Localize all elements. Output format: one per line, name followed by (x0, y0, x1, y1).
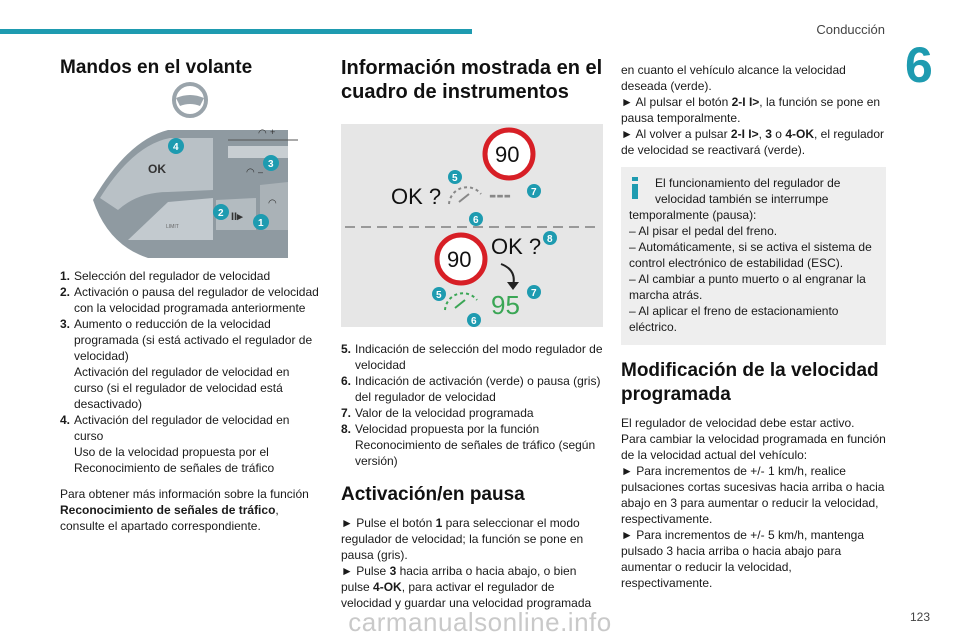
badge-6-top-label: 6 (473, 215, 479, 226)
section-label: Conducción (816, 22, 885, 37)
section-title-steering-controls: Mandos en el volante (60, 57, 253, 78)
limit-label: LIMIT (166, 224, 179, 230)
minus-sign: – (258, 167, 264, 177)
plus-sign: + (270, 127, 276, 137)
speed-sign-top-value: 90 (495, 142, 520, 167)
watermark: carmanualsonline.info (348, 607, 612, 637)
ok-label: OK (148, 162, 166, 176)
info-line: – Al pisar el pedal del freno. (629, 224, 778, 238)
speedometer-minus-icon: ◠ (246, 167, 255, 178)
badge-7-top-label: 7 (531, 187, 537, 198)
steering-wheel-icon (174, 84, 206, 116)
modify-paragraph-2: Para cambiar la velocidad programada en función de la velocidad actual del vehículo: (621, 432, 886, 462)
badge-2-label: 2 (218, 208, 224, 219)
ok-prompt-top: OK ? (391, 184, 442, 209)
list-item: 6. Indicación de activación (verde) o pausa (gris) del regulador de velocidad (341, 374, 601, 404)
section-title-instrument-cluster: Información mostrada en el cuadro de instrumentos (341, 57, 603, 103)
column-activation-continued (621, 62, 886, 591)
instrument-cluster-figure (341, 124, 603, 327)
list-item: 4. Activación del regulador de velocidad en curso (60, 413, 290, 443)
badge-5-top-label: 5 (452, 173, 458, 184)
badge-8-label: 8 (547, 234, 553, 245)
modify-paragraph-1: El regulador de velocidad debe estar activo. (621, 416, 855, 430)
section-title-modify-speed: Modificación de la velocidad programada (621, 360, 879, 405)
activation-paragraph-1: ► Pulse el botón 1 para seleccionar el modo regulador de velocidad; la función se pone en pausa (gris). (341, 516, 584, 562)
modify-paragraph-3: ► Para incrementos de +/- 1 km/h, realice pulsaciones cortas sucesivas hacia arriba o hacia abajo en 3 para aumentar o reducir la velocidad, respectivamente. (621, 464, 885, 526)
pause-paragraph: ► Al pulsar el botón 2-I I>, la función se pone en pausa temporalmente. (621, 95, 881, 125)
badge-7-bottom-label: 7 (531, 288, 537, 299)
list-item: 7. Valor de la velocidad programada (341, 406, 534, 420)
list-item: Activación del regulador de velocidad en curso (si el regulador de velocidad está desactivado) (74, 365, 290, 411)
pause-resume-icon: II▸ (231, 211, 243, 223)
continued-paragraph: en cuanto el vehículo alcance la velocidad deseada (verde). (621, 63, 846, 93)
info-box (621, 167, 886, 345)
info-line: – Al aplicar el freno de estacionamiento eléctrico. (629, 304, 839, 334)
info-first-line: El funcionamiento del regulador de velocidad también se interrumpe (655, 176, 841, 206)
info-line: – Al cambiar a punto muerto o al engranar la marcha atrás. (629, 272, 866, 302)
column-instrument-cluster (341, 56, 603, 611)
column-steering-controls (60, 56, 322, 534)
speed-up-down-button-shape (228, 146, 288, 158)
section-title-activation: Activación/en pausa (341, 484, 525, 505)
badge-3-label: 3 (268, 159, 274, 170)
badge-1-label: 1 (258, 218, 264, 229)
steering-controls-illustration (88, 80, 318, 258)
more-info-paragraph: Para obtener más información sobre la función Reconocimiento de señales de tráfico, consulte el apartado correspondiente. (60, 487, 309, 533)
header-accent-bar (0, 29, 472, 34)
steering-controls-figure (88, 80, 318, 258)
list-item: 8. Velocidad propuesta por la función Reconocimiento de señales de tráfico (según versión) (341, 422, 596, 468)
list-item: 5. Indicación de selección del modo regulador de velocidad (341, 342, 603, 372)
list-item: 3. Aumento o reducción de la velocidad programada (si está activado el regulador de velocidad) (60, 317, 313, 363)
cruise-select-icon: ◠ (268, 198, 277, 209)
info-icon (629, 177, 641, 199)
list-item: 1. Selección del regulador de velocidad (60, 269, 271, 283)
instrument-cluster-illustration (341, 124, 603, 327)
badge-5-bottom-label: 5 (436, 290, 442, 301)
set-speed-dashes: --- (489, 182, 511, 207)
ok-prompt-bottom: OK ? (491, 234, 542, 259)
set-speed-value: 95 (491, 290, 520, 320)
steering-controls-list (60, 268, 322, 476)
chapter-number: 6 (905, 37, 933, 93)
page-number: 123 (909, 610, 930, 624)
badge-4-label: 4 (173, 142, 179, 153)
modify-paragraph-4: ► Para incrementos de +/- 5 km/h, mantenga pulsado 3 hacia arriba o hacia abajo para aumentar o reducir la velocidad, respectivamente. (621, 528, 864, 590)
badge-6-bottom-label: 6 (471, 316, 477, 327)
speedometer-plus-icon: ◠ (258, 128, 267, 139)
list-item: 2. Activación o pausa del regulador de velocidad con la velocidad programada anteriormente (60, 285, 319, 315)
list-item: Uso de la velocidad propuesta por el Reconocimiento de señales de tráfico (74, 445, 275, 475)
info-line: – Automáticamente, si se activa el sistema de control electrónico de estabilidad (ESC). (629, 240, 872, 270)
speed-sign-bottom-value: 90 (447, 247, 472, 272)
instrument-cluster-list (341, 341, 603, 469)
reactivate-paragraph: ► Al volver a pulsar 2-I I>, 3 o 4-OK, el regulador de velocidad se reactivará (verde). (621, 127, 885, 157)
info-line: temporalmente (pausa): (629, 208, 757, 222)
activation-paragraph-2: ► Pulse 3 hacia arriba o hacia abajo, o bien pulse 4-OK, para activar el regulador de velocidad y guardar una velocidad programada (341, 564, 592, 610)
